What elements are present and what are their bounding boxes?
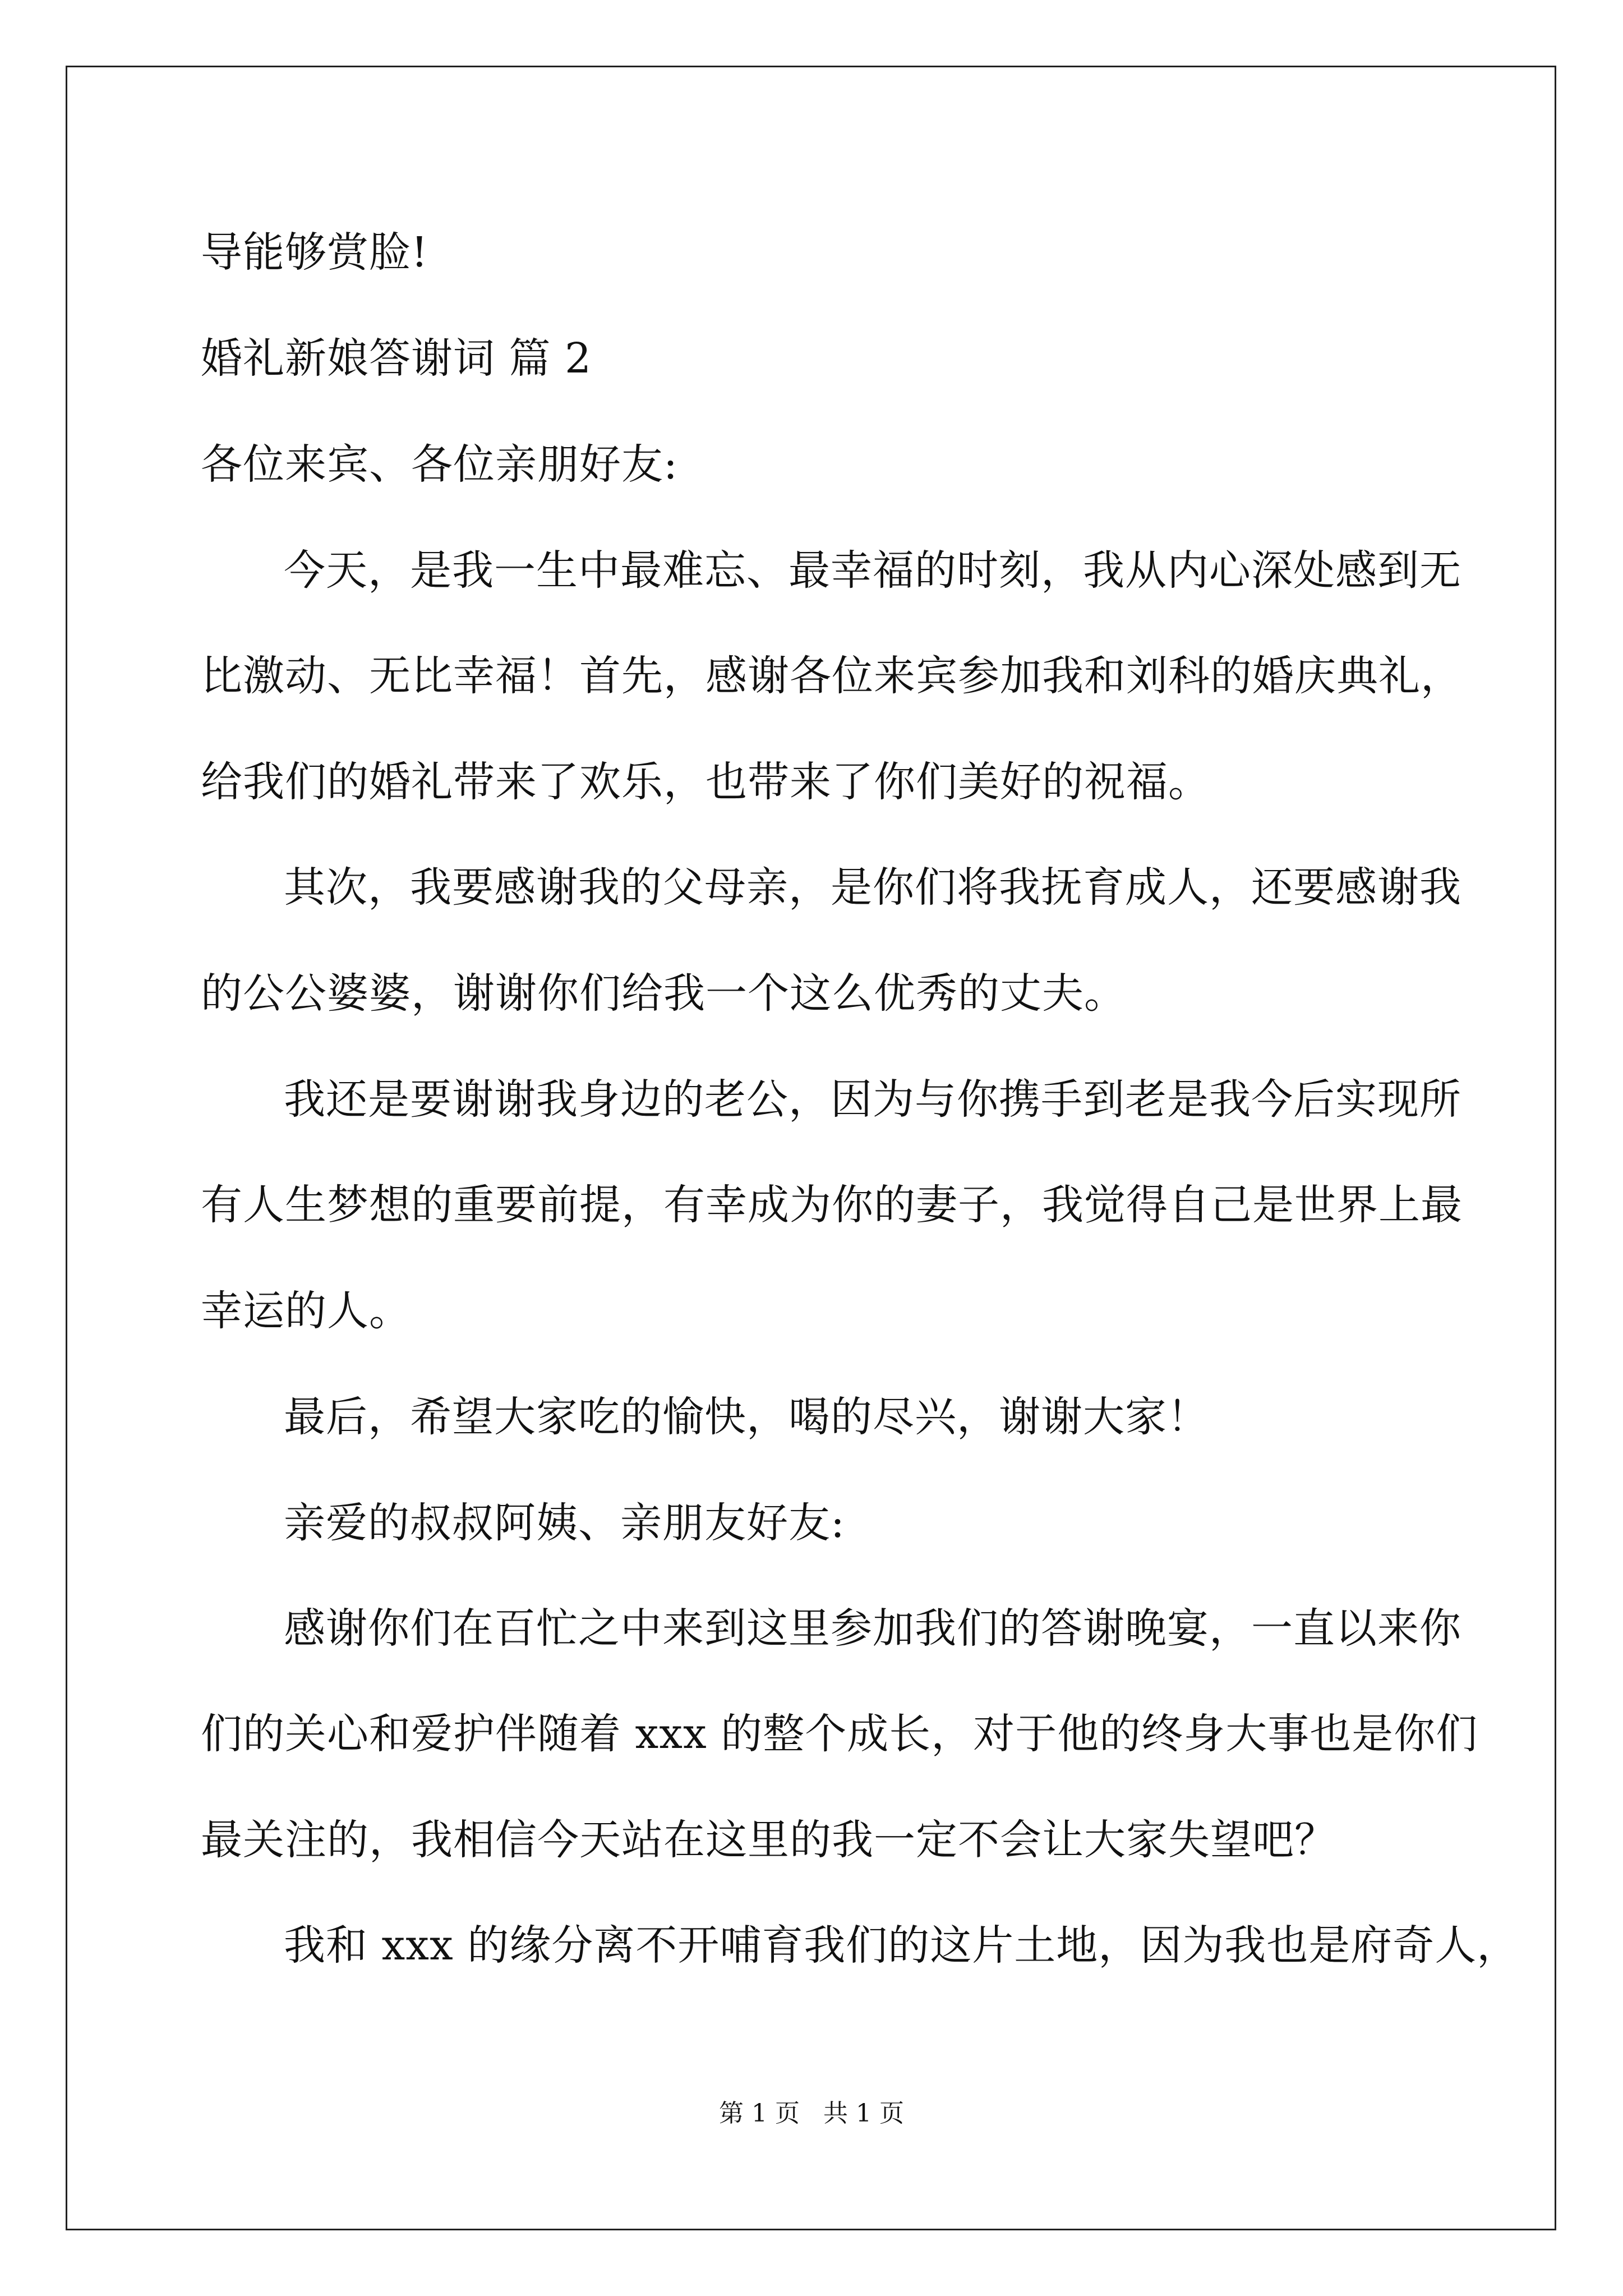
paragraph-line: 感谢你们在百忙之中来到这里参加我们的答谢晚宴，一直以来你 — [284, 1604, 1461, 1653]
paragraph-line: 幸运的人。 — [201, 1287, 411, 1335]
paragraph-line: 给我们的婚礼带来了欢乐，也带来了你们美好的祝福。 — [201, 758, 1210, 806]
paragraph-line: 们的关心和爱护伴随着 xxx 的整个成长，对于他的终身大事也是你们 — [201, 1710, 1478, 1758]
paragraph-line: 今天，是我一生中最难忘、最幸福的时刻，我从内心深处感到无 — [284, 546, 1461, 595]
paragraph-line: 最后，希望大家吃的愉快，喝的尽兴，谢谢大家！ — [284, 1393, 1209, 1441]
text-line: 导能够赏脸! — [201, 228, 428, 277]
salutation: 各位来宾、各位亲朋好友: — [201, 440, 678, 489]
paragraph-line: 其次，我要感谢我的父母亲，是你们将我抚育成人，还要感谢我 — [284, 863, 1461, 912]
page-border — [66, 66, 1556, 2230]
salutation: 亲爱的叔叔阿姨、亲朋友好友: — [284, 1499, 845, 1547]
paragraph-line: 最关注的，我相信今天站在这里的我一定不会让大家失望吧？ — [201, 1816, 1336, 1864]
paragraph-line: 我和 xxx 的缘分离不开哺育我们的这片土地，因为我也是府奇人， — [284, 1921, 1519, 1970]
paragraph-line: 比激动、无比幸福！首先，感谢各位来宾参加我和刘科的婚庆典礼， — [201, 652, 1463, 700]
section-heading: 婚礼新娘答谢词 篇 2 — [201, 334, 592, 383]
paragraph-line: 我还是要谢谢我身边的老公，因为与你携手到老是我今后实现所 — [284, 1075, 1461, 1124]
page-number-footer: 第 1 页 共 1 页 — [719, 2099, 904, 2128]
paragraph-line: 有人生梦想的重要前提，有幸成为你的妻子，我觉得自己是世界上最 — [201, 1181, 1463, 1229]
paragraph-line: 的公公婆婆，谢谢你们给我一个这么优秀的丈夫。 — [201, 969, 1126, 1018]
